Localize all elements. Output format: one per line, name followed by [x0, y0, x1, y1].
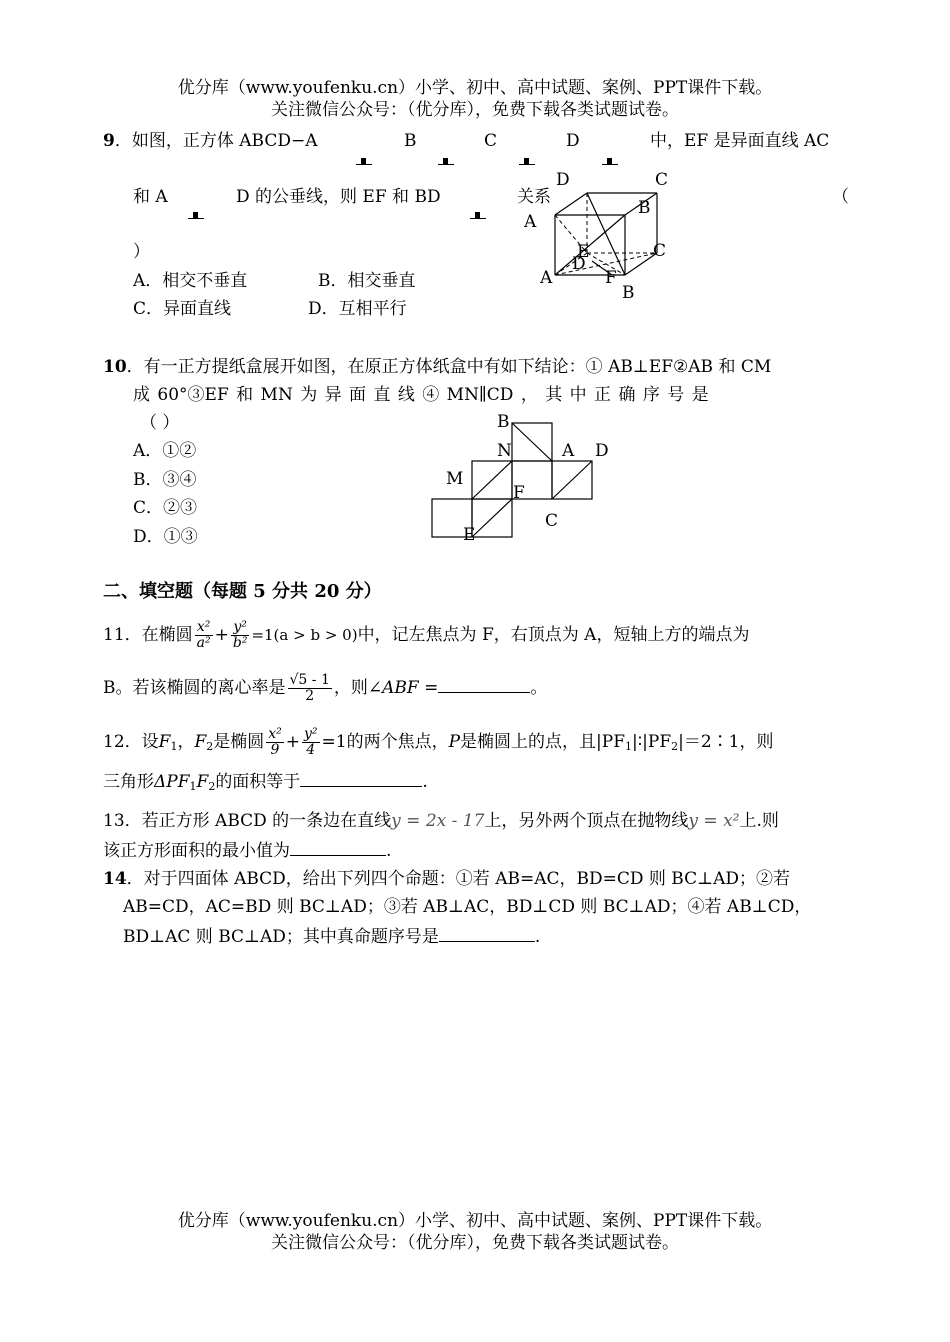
q11-frac-den: a² — [196, 635, 211, 651]
q12-text-10: . — [422, 772, 428, 792]
q10-fig-label: C — [545, 511, 559, 531]
q12-line-2 — [103, 770, 428, 793]
q12-answer-blank[interactable] — [300, 770, 422, 787]
q11-frac-num: x² — [195, 620, 213, 636]
q10-line-2: 成 60°③EF 和 MN 为 异 面 直 线 ④ MN∥CD ， 其 中 正 确 序 号 是 — [133, 385, 709, 405]
subscript-mark — [356, 158, 372, 165]
footer-line-2: 关注微信公众号：（优分库），免费下载各类试题试卷。 — [271, 1233, 679, 1253]
header-line-1: 优分库（www.youfenku.cn）小学、初中、高中试题、案例、PPT课件下载。 — [177, 78, 773, 98]
q12-text-9: 的面积等于 — [215, 772, 301, 792]
q14-text-end: . — [534, 927, 541, 947]
q10-number: 10 — [103, 357, 127, 377]
q13-text-3: 上.则 — [739, 811, 779, 831]
q10-line-3: （ ） — [140, 413, 180, 433]
q9-text-d: D 的公垂线，则 EF 和 BD — [236, 187, 441, 207]
q10-option-c: C．②③ — [133, 498, 198, 518]
q9-vertex-b: B — [404, 131, 417, 151]
q9-text-c: 和 A — [133, 187, 168, 207]
header-line-2: 关注微信公众号：（优分库），免费下载各类试题试卷。 — [271, 100, 679, 120]
q12-text-7: 三角形 — [103, 772, 154, 792]
q11-line-2 — [103, 665, 547, 711]
q12-text-3: 的两个焦点， — [346, 732, 449, 752]
subscript-mark — [519, 158, 535, 165]
q14-text-3: BD⊥AC 则 BC⊥AD；其中真命题序号是 — [123, 927, 439, 947]
q13-line-equation: y = 2x - 17 — [391, 811, 485, 831]
q13-text-2: 上，另外两个顶点在抛物线 — [484, 811, 689, 831]
q9-fig-label: D — [556, 170, 570, 190]
q10-fig-label: B — [497, 412, 510, 432]
q13-parabola: y = x² — [688, 811, 740, 831]
q12-line-1 — [103, 718, 774, 766]
q12-plus: + — [285, 732, 300, 752]
q9-option-c: C．异面直线 — [133, 299, 232, 319]
q12-f1-sub: 1 — [170, 740, 178, 753]
q12-eq: =1 — [321, 732, 347, 752]
q12-frac-den: 4 — [306, 742, 316, 758]
subscript-mark — [188, 212, 204, 219]
q9-vertex-c: C — [484, 131, 498, 151]
q13-number: 13 — [103, 811, 125, 831]
q14-answer-blank[interactable] — [439, 925, 535, 942]
q10-option-b: B．③④ — [133, 470, 197, 490]
q10-fig-label: M — [446, 469, 464, 489]
q12-fraction-x — [266, 727, 284, 759]
q10-text-1: ．有一正方提纸盒展开如图，在原正方体纸盒中有如下结论：① AB⊥EF②AB 和 CM — [126, 357, 772, 377]
q12-sub: 2 — [671, 740, 679, 753]
q12-text-4: 是椭圆上的点，且|PF — [460, 732, 626, 752]
q12-sub: 1 — [625, 740, 633, 753]
q9-text-b: 中，EF 是异面直线 AC — [650, 131, 830, 151]
q9-fig-label: D — [572, 254, 586, 274]
q9-fig-label: A — [540, 268, 553, 288]
q12-f2-sub: 2 — [206, 740, 214, 753]
q9-fig-label: E — [577, 242, 590, 262]
q12-frac-num: y² — [304, 725, 318, 742]
q11-condition: =1(a > b > 0) — [251, 626, 358, 644]
q10-option-d: D．①③ — [133, 527, 198, 547]
q9-cube-figure — [510, 165, 680, 305]
q12-text-1: ．设 — [124, 732, 159, 752]
q14-number: 14 — [103, 869, 127, 889]
q10-option-a: A．①② — [133, 441, 197, 461]
q14-text-1: ．对于四面体 ABCD，给出下列四个命题：①若 AB=AC，BD=CD 则 BC⊥AD；②若 — [126, 869, 791, 889]
q9-fig-label: A — [524, 212, 537, 232]
q9-paren-close: ） — [133, 242, 150, 262]
q13-answer-blank[interactable] — [290, 839, 386, 856]
q13-text-4: 该正方形面积的最小值为 — [103, 841, 290, 861]
section-2-title: 二、填空题（每题 5 分共 20 分） — [103, 581, 382, 602]
q12-number: 12 — [103, 732, 125, 752]
q11-line-1 — [103, 610, 749, 660]
q12-f1: F — [158, 732, 171, 752]
q9-option-a: A．相交不垂直 — [133, 271, 248, 291]
q10-fig-label: D — [595, 441, 609, 461]
q12-triangle: ΔPF — [154, 772, 190, 792]
q12-text-6: |＝2∶1，则 — [678, 732, 774, 752]
q11-frac-num: y² — [231, 620, 250, 636]
q10-fig-label: E — [463, 525, 476, 543]
q12-sub: 1 — [189, 780, 197, 793]
q13-text-5: . — [386, 841, 392, 861]
q10-line-1 — [103, 357, 771, 377]
q12-sub: 2 — [208, 780, 216, 793]
q9-fig-label: C — [653, 241, 667, 261]
q13-line-2 — [103, 839, 391, 861]
subscript-mark — [438, 158, 454, 165]
q9-vertex-d: D — [566, 131, 580, 151]
q9-number: 9 — [103, 131, 115, 151]
q9-text-a: ．如图，正方体 ABCD−A — [114, 131, 318, 151]
q12-f2: F — [194, 732, 207, 752]
q12-text-2: 是椭圆 — [213, 732, 265, 752]
q9-option-d: D．互相平行 — [308, 299, 407, 319]
q11-fraction-x — [195, 620, 213, 652]
q14-line-3 — [123, 925, 540, 947]
q9-option-b: B．相交垂直 — [318, 271, 416, 291]
q11-text-2: 中，记左焦点为 F，右顶点为 A，短轴上方的端点为 — [357, 625, 750, 645]
q12-comma: ， — [177, 732, 195, 752]
q12-frac-den: 9 — [270, 742, 280, 758]
q12-text-8: F — [196, 772, 209, 792]
q11-angle: ∠ABF = — [367, 678, 439, 698]
q12-frac-num: x² — [268, 725, 282, 742]
q9-line-1 — [103, 131, 318, 151]
subscript-mark — [602, 158, 618, 165]
q11-fraction-y — [231, 620, 250, 652]
q11-plus: + — [214, 625, 229, 645]
q11-text-5: 。 — [530, 678, 548, 698]
q12-fraction-y — [302, 727, 320, 759]
q11-e-num: √5 - 1 — [289, 671, 330, 688]
q12-text-5: |∶|PF — [632, 732, 672, 752]
q10-fig-label: F — [513, 483, 525, 503]
q11-text-4: ，则 — [333, 678, 368, 698]
footer-line-1: 优分库（www.youfenku.cn）小学、初中、高中试题、案例、PPT课件下载。 — [177, 1211, 773, 1231]
q13-text-1: ．若正方形 ABCD 的一条边在直线 — [124, 811, 392, 831]
q12-p: P — [448, 732, 461, 752]
q9-fig-label: B — [638, 198, 651, 218]
q9-fig-label: C — [655, 170, 669, 190]
q9-text-e: 关系 — [517, 187, 551, 207]
q14-line-2: AB=CD，AC=BD 则 BC⊥AD；③若 AB⊥AC，BD⊥CD 则 BC⊥AD；④若 AB⊥CD， — [123, 897, 812, 917]
q9-fig-label: F — [605, 268, 617, 288]
q11-number: 11 — [103, 625, 125, 645]
q11-frac-den: b² — [232, 635, 248, 651]
q14-line-1 — [103, 869, 790, 889]
q11-e-den: 2 — [305, 688, 315, 704]
q11-text-3: B。若该椭圆的离心率是 — [103, 678, 286, 698]
q10-net-figure — [425, 408, 625, 543]
q11-eccentricity — [288, 673, 332, 705]
q9-paren-open: （ — [832, 187, 849, 207]
q9-fig-label: B — [622, 283, 635, 303]
q10-fig-label: N — [497, 441, 512, 461]
q11-text-1: ．在椭圆 — [124, 625, 193, 645]
subscript-mark — [470, 212, 486, 219]
q11-answer-blank[interactable] — [438, 676, 530, 693]
q13-line-1 — [103, 811, 779, 831]
q10-fig-label: A — [562, 441, 575, 461]
